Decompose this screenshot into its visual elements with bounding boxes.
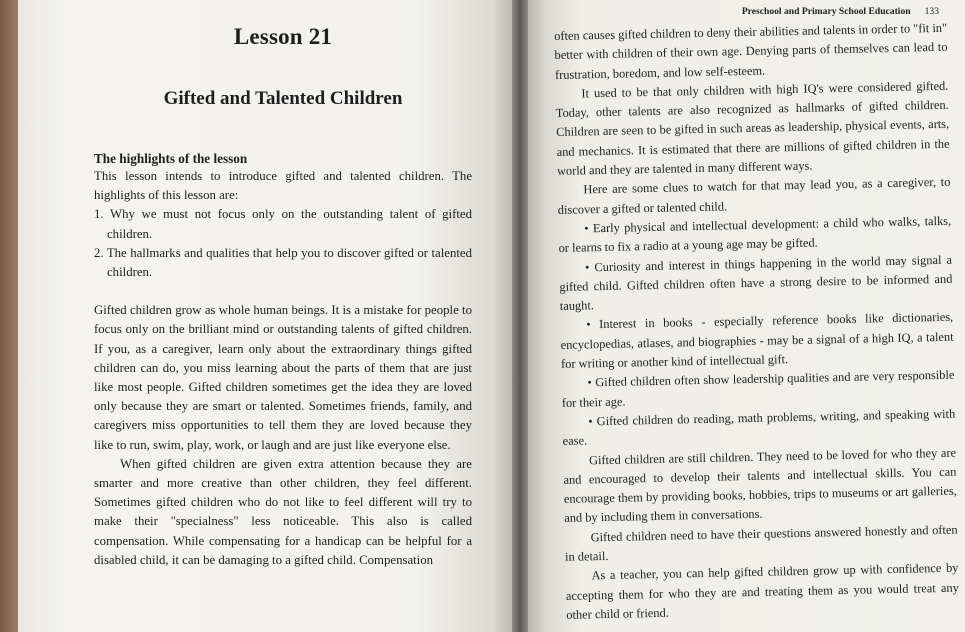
body-paragraph: Here are some clues to watch for that may lead you, as a caregiver, to discover a gifted or talented child. [557, 175, 951, 217]
body-paragraph: As a teacher, you can help gifted children grow up with confidence by accepting them for who they are and treating them as you would treat any other child or friend. [565, 560, 959, 622]
right-page [528, 0, 965, 632]
body-paragraph: When gifted children are given extra attention because they are smarter and more creative than other children, they feel different. Sometimes gifted children who do not like to feel different will try to make their "specialness" less noticeable. This also is called compensation. While compensating for a handicap can be helpful for a disabled child, it can be damaging to a gifted child. Compensation [94, 456, 472, 567]
body-paragraph: often causes gifted children to deny their abilities and talents in order to "fit in" better with children of their own age. Denying parts of themselves can lead to frustration, boredom, and low self-esteem. [554, 20, 948, 82]
bullet-item: • Interest in books - especially reference books like dictionaries, encyclopedias, atlases, and biographies - may be a signal of a high IQ, a talent for writing or another kind of intellectual gift. [560, 308, 954, 374]
right-page-body [554, 19, 959, 625]
running-head [554, 6, 947, 17]
spacer [94, 282, 472, 301]
highlight-item: 1. Why we must not focus only on the outstanding talent of gifted children. [94, 207, 472, 241]
bullet-item: • Gifted children do reading, math problems, writing, and speaking with ease. [562, 405, 956, 452]
body-paragraph: It used to be that only children with high IQ's were considered gifted. Today, other talents are also recognized as hallmarks of gifted children. Children are seen to be gifted in such areas as leadership, physical events, arts, and mechanics. It is estimated that there are millions of gifted children in the world and they are talented in many different ways. [555, 78, 950, 179]
body-paragraph: Gifted children grow as whole human beings. It is a mistake for people to focus only on the brilliant mind or outstanding talents of gifted children. If you, as a caregiver, learn only about the extraordinary things gifted children can do, you miss learning about the parts of them that are just like most people. Gifted children sometimes get the idea they are loved only because they are smart or talented. Sometimes friends, family, and caregivers miss opportunities to tell them they are loved because they like to run, swim, play, work, or laugh and are just like everyone else. [94, 303, 472, 452]
page-number: 133 [924, 6, 939, 17]
body-paragraph: Gifted children need to have their questions answered honestly and often in detail. [564, 522, 958, 564]
bullet-item: • Early physical and intellectual development: a child who walks, talks, or learns to fix a radio at a young age may be gifted. [558, 212, 952, 259]
highlight-item: 2. The hallmarks and qualities that help you to discover gifted or talented children. [94, 245, 472, 280]
highlights-intro: This lesson intends to introduce gifted and talented children. The highlights of this lesson are: [94, 169, 472, 203]
bullet-item: • Gifted children often show leadership qualities and are very responsible for their age. [561, 366, 955, 413]
book-gutter [512, 0, 528, 632]
highlights-heading: The highlights of the lesson [94, 151, 248, 166]
left-page [18, 0, 512, 632]
lesson-title: Lesson 21 [233, 24, 333, 49]
highlights-list [94, 205, 472, 282]
body-paragraph: Gifted children are still children. They need to be loved for who they are and encouraged to develop their talents and intellectual skills. You can encourage them by providing books, hobbies, trips to museums or art galleries, and by including them in conversations. [563, 445, 957, 526]
chapter-title: Gifted and Talented Children [163, 88, 403, 109]
bullet-item: • Curiosity and interest in things happening in the world may signal a gifted child. Gifted children often have a strong desire to be informed and taught. [559, 250, 953, 316]
running-head-title: Preschool and Primary School Education [741, 6, 911, 17]
